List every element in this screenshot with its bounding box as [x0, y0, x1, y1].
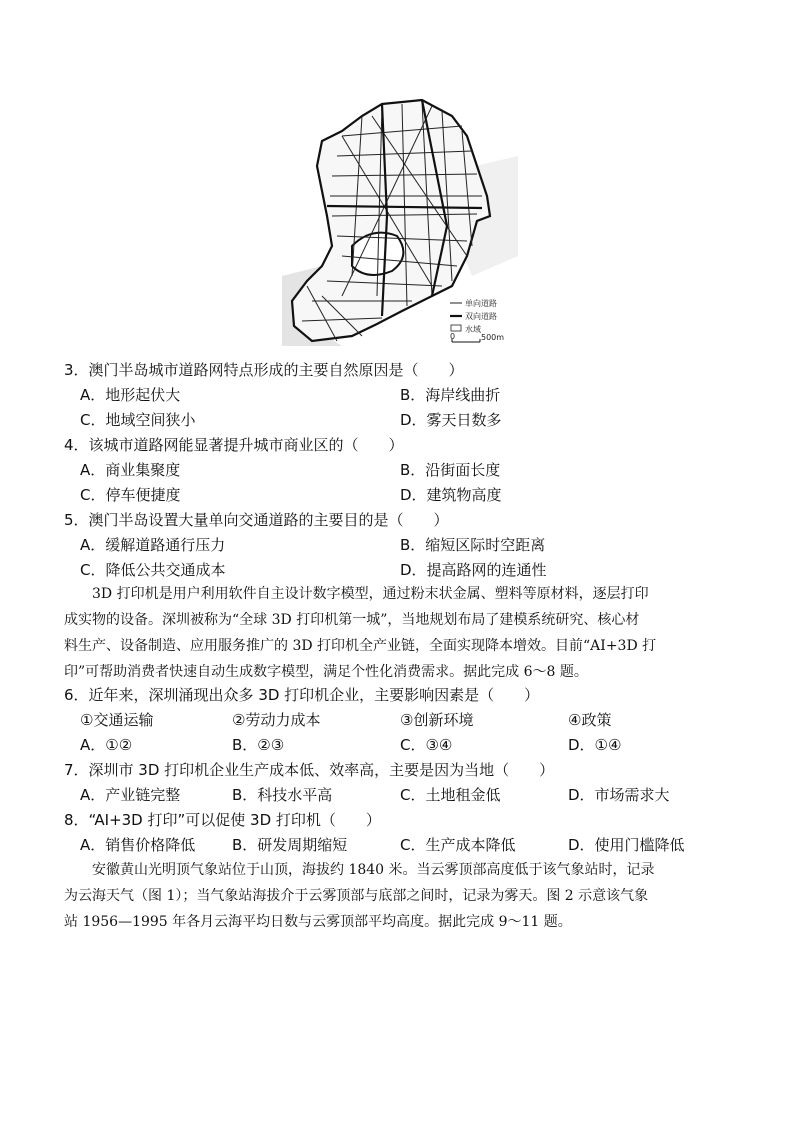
passage-huangshan-weather — [64, 857, 730, 935]
scale-zero: 0 — [450, 332, 456, 341]
question-6-option-d: D．①④ — [568, 736, 622, 754]
question-3-option-a: A．地形起伏大 — [80, 386, 181, 404]
passage-1-line: 印”可帮助消费者快速自动生成数字模型，满足个性化消费需求。据此完成 6～8 题。 — [64, 664, 588, 680]
question-3-option-d: D．雾天日数多 — [400, 411, 502, 429]
question-8-option-b: B．研发周期缩短 — [232, 836, 348, 854]
passage-1-line: 成实物的设备。深圳被称为“全球 3D 打印机第一城”，当地规划布局了建模系统研究、核心材 — [64, 612, 640, 628]
macau-road-map — [282, 96, 518, 346]
question-8-option-a: A．销售价格降低 — [80, 836, 196, 854]
question-7-option-a: A．产业链完整 — [80, 786, 181, 804]
question-6-option-c: C．③④ — [400, 736, 453, 754]
question-6-option-b: B．②③ — [232, 736, 285, 754]
question-6-factor-4: ④政策 — [568, 711, 612, 729]
passage-1-line: 3D 打印机是用户利用软件自主设计数字模型，通过粉末状金属、塑料等原材料，逐层打印 — [92, 586, 649, 602]
legend-two-way: 双向道路 — [465, 312, 497, 321]
question-8-option-c: C．生产成本降低 — [400, 836, 516, 854]
question-7-option-c: C．土地租金低 — [400, 786, 501, 804]
question-6-stem: 6．近年来，深圳涌现出众多 3D 打印机企业，主要影响因素是（ ） — [64, 686, 540, 704]
question-3-stem: 3．澳门半岛城市道路网特点形成的主要自然原因是（ ） — [64, 361, 464, 379]
scale-label: 500m — [481, 333, 505, 342]
question-4-option-d: D．建筑物高度 — [400, 486, 502, 504]
question-8-option-d: D．使用门槛降低 — [568, 836, 685, 854]
question-5-option-d: D．提高路网的连通性 — [400, 561, 547, 579]
passage-3d-printing — [64, 581, 730, 685]
legend-water: 水域 — [465, 325, 481, 334]
question-4-option-c: C．停车便捷度 — [80, 486, 181, 504]
question-7-option-d: D．市场需求大 — [568, 786, 670, 804]
passage-2-line: 安徽黄山光明顶气象站位于山顶，海拔约 1840 米。当云雾顶部高度低于该气象站时，记录 — [92, 862, 655, 878]
question-5-stem: 5．澳门半岛设置大量单向交通道路的主要目的是（ ） — [64, 511, 449, 529]
question-3-option-c: C．地域空间狭小 — [80, 411, 196, 429]
question-4-option-b: B．沿街面长度 — [400, 461, 501, 479]
question-6-option-a: A．①② — [80, 736, 133, 754]
question-4-stem: 4．该城市道路网能显著提升城市商业区的（ ） — [64, 436, 404, 454]
passage-2-line: 站 1956—1995 年各月云海平均日数与云雾顶部平均高度。据此完成 9～11 题。 — [64, 914, 572, 930]
question-3-option-b: B．海岸线曲折 — [400, 386, 501, 404]
question-5-option-b: B．缩短区际时空距离 — [400, 536, 546, 554]
passage-1-line: 料生产、设备制造、应用服务推广的 3D 打印机全产业链，全面实现降本增效。目前“AI+3D 打 — [64, 638, 657, 654]
passage-2-line: 为云海天气（图 1）；当气象站海拔介于云雾顶部与底部之间时，记录为雾天。图 2 示意该气象 — [64, 888, 649, 904]
question-7-option-b: B．科技水平高 — [232, 786, 333, 804]
question-5-option-a: A．缓解道路通行压力 — [80, 536, 226, 554]
question-7-stem: 7．深圳市 3D 打印机企业生产成本低、效率高，主要是因为当地（ ） — [64, 761, 555, 779]
question-6-factor-1: ①交通运输 — [80, 711, 154, 729]
question-6-factor-2: ②劳动力成本 — [232, 711, 321, 729]
legend-one-way: 单向道路 — [465, 299, 497, 308]
question-8-stem: 8．“AI+3D 打印”可以促使 3D 打印机（ ） — [64, 811, 381, 829]
question-4-option-a: A．商业集聚度 — [80, 461, 181, 479]
question-6-factor-3: ③创新环境 — [400, 711, 474, 729]
question-5-option-c: C．降低公共交通成本 — [80, 561, 226, 579]
